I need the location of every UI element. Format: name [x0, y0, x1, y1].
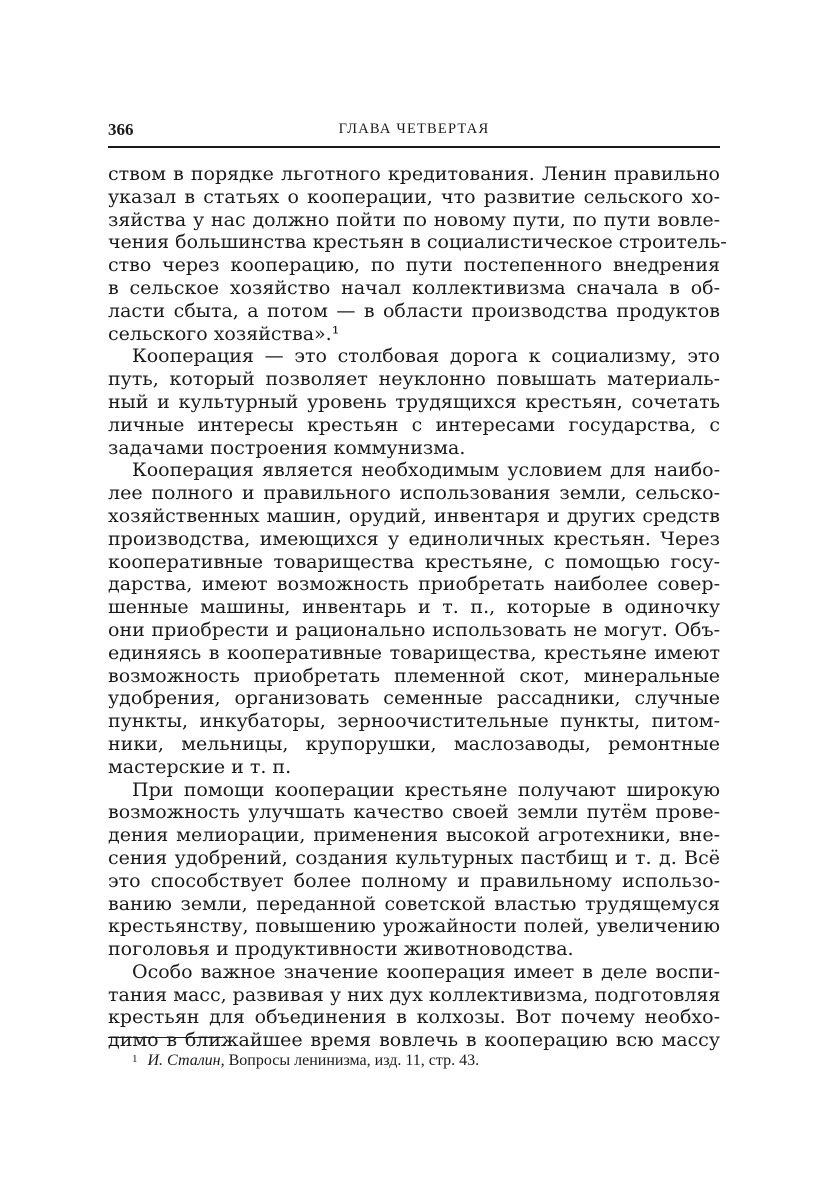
text-line: сельского хозяйства».¹: [108, 322, 340, 345]
text-line: ванию земли, переданной советской властью трудящемуся: [108, 892, 720, 915]
text-line: чения большинства крестьян в социалистическое строитель-: [108, 231, 727, 254]
footnote-author: И. Сталин,: [147, 1052, 225, 1069]
text-line: При помощи кооперации крестьяне получают широкую: [132, 778, 720, 801]
text-line: удобрения, организовать семенные рассадники, случные: [108, 687, 720, 710]
text-line: возможность приобретать племенной скот, минеральные: [108, 664, 720, 687]
text-line: Особо важное значение кооперация имеет в деле воспи-: [132, 960, 720, 983]
text-line: ласти сбыта, а потом — в области производства продуктов: [108, 299, 720, 322]
footnote: [132, 1052, 479, 1070]
text-line: тания масс, развивая у них дух коллективизма, подготовляя: [108, 983, 721, 1006]
text-line: в сельское хозяйство начал коллективизма сначала в об-: [108, 276, 720, 299]
text-line: возможность улучшать качество своей земли путём прове-: [108, 801, 720, 824]
footnote-rule: [108, 1037, 223, 1038]
page-number: 366: [108, 120, 134, 139]
text-line: мастерские и т. п.: [108, 755, 292, 778]
text-line: ный и культурный уровень трудящихся крестьян, сочетать: [108, 390, 720, 413]
text-line: указал в статьях о кооперации, что развитие сельского хо-: [108, 185, 720, 208]
text-line: единяясь в кооперативные товарищества, крестьяне имеют: [108, 641, 720, 664]
text-line: это способствует более полному и правильному использо-: [108, 869, 720, 892]
page-header: [108, 118, 720, 144]
text-line: задачами построения коммунизма.: [108, 436, 466, 459]
text-line: личные интересы крестьян с интересами государства, с: [108, 413, 720, 436]
text-line: лее полного и правильного использования земли, сельско-: [108, 482, 720, 505]
text-line: крестьян для объединения в колхозы. Вот почему необхо-: [108, 1006, 720, 1029]
text-line: дарства, имеют возможность приобретать наиболее совер-: [108, 573, 720, 596]
text-line: они приобрести и рационально использовать не могут. Объ-: [108, 618, 720, 641]
body-text: [108, 163, 727, 1052]
footnote-source: Вопросы ленинизма, изд. 11, стр. 43.: [228, 1052, 480, 1069]
footnote-marker: 1: [132, 1053, 138, 1065]
text-line: хозяйственных машин, орудий, инвентаря и других средств: [108, 504, 720, 527]
text-line: крестьянству, повышению урожайности полей, увеличению: [108, 915, 720, 938]
text-line: ники, мельницы, крупорушки, маслозаводы, ремонтные: [108, 732, 720, 755]
text-line: путь, который позволяет неуклонно повышать материаль-: [108, 368, 720, 391]
text-line: производства, имеющихся у единоличных крестьян. Через: [108, 527, 720, 550]
text-line: Кооперация является необходимым условием для наибо-: [132, 459, 720, 482]
text-line: дения мелиорации, применения высокой агротехники, вне-: [108, 824, 720, 847]
running-title: ГЛАВА ЧЕТВЕРТАЯ: [338, 121, 490, 137]
text-line: зяйства у нас должно пойти по новому пути, по пути вовле-: [108, 208, 720, 231]
text-line: шенные машины, инвентарь и т. п., которые в одиночку: [108, 596, 720, 619]
text-line: Кооперация — это столбовая дорога к социализму, это: [132, 345, 720, 368]
text-line: поголовья и продуктивности животноводства.: [108, 938, 574, 961]
text-line: димо в ближайшее время вовлечь в кооперацию всю массу: [108, 1029, 720, 1052]
text-line: кооперативные товарищества крестьяне, с помощью госу-: [108, 550, 720, 573]
text-line: сения удобрений, создания культурных пастбищ и т. д. Всё: [108, 846, 720, 869]
text-line: ством в порядке льготного кредитования. Ленин правильно: [108, 163, 720, 185]
text-line: пункты, инкубаторы, зерноочистительные пункты, питом-: [108, 710, 720, 733]
header-rule: [108, 146, 720, 148]
text-line: ство через кооперацию, по пути постепенного внедрения: [108, 254, 720, 277]
